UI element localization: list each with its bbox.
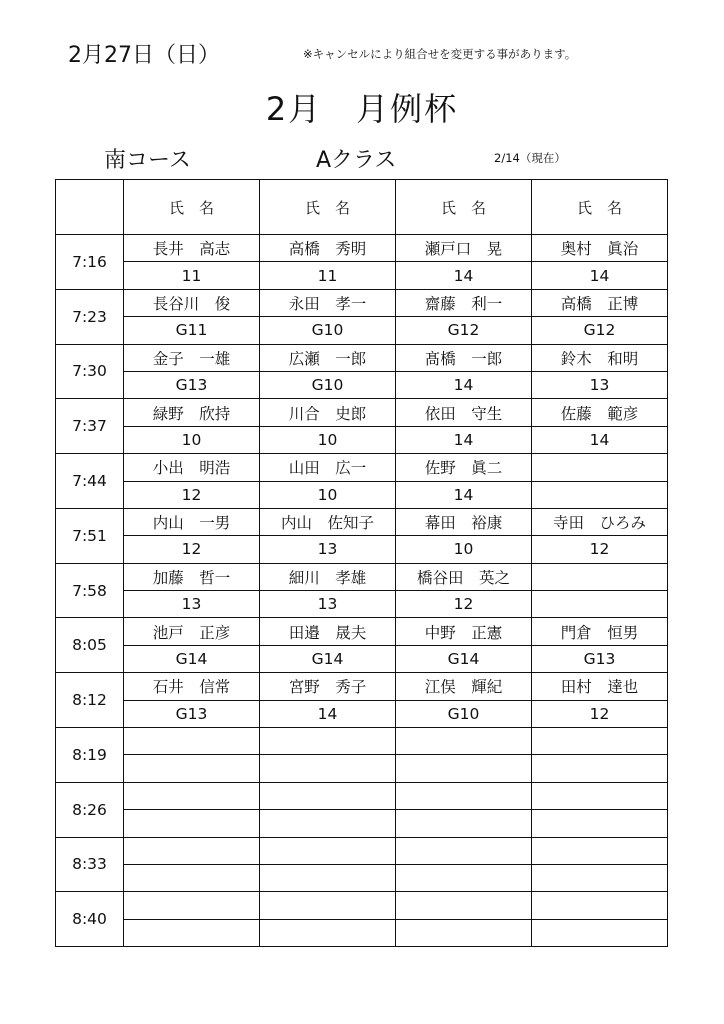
player-name: 長谷川 俊 [124,289,260,316]
player-name [260,837,396,864]
player-name [396,728,532,755]
tee-time: 7:51 [56,508,124,563]
player-handicap: 12 [532,700,668,727]
player-name: 永田 孝一 [260,289,396,316]
player-handicap: 11 [124,262,260,289]
player-handicap [532,755,668,782]
group-handicap-row [56,371,668,398]
name-header: 氏 名 [124,180,260,235]
tee-time: 8:33 [56,837,124,892]
player-handicap: G13 [124,700,260,727]
tee-time: 7:37 [56,399,124,454]
player-handicap: 14 [396,371,532,398]
player-name: 瀬戸口 晃 [396,235,532,262]
tee-time: 8:05 [56,618,124,673]
player-name: 田村 達也 [532,673,668,700]
event-date: 2月27日（日） [68,43,220,68]
player-name: 山田 広一 [260,454,396,481]
player-handicap: 13 [124,591,260,618]
player-name: 長井 高志 [124,235,260,262]
group-name-row [56,563,668,590]
player-handicap: 12 [124,481,260,508]
group-name-row [56,837,668,864]
player-handicap [532,864,668,891]
group-name-row [56,782,668,809]
player-handicap: G10 [396,700,532,727]
player-name: 高橋 秀明 [260,235,396,262]
player-handicap: G12 [532,317,668,344]
player-name [396,782,532,809]
player-handicap [260,864,396,891]
player-handicap: G10 [260,317,396,344]
player-handicap: 14 [396,262,532,289]
tee-time: 8:12 [56,673,124,728]
player-name: 高橋 正博 [532,289,668,316]
cancellation-notice: ※キャンセルにより組合せを変更する事があります。 [303,47,577,61]
tee-time: 7:23 [56,289,124,344]
player-handicap: G11 [124,317,260,344]
player-handicap: 13 [260,536,396,563]
group-name-row [56,508,668,535]
player-name [532,892,668,919]
player-name: 緑野 欣持 [124,399,260,426]
player-name: 田邉 晟夫 [260,618,396,645]
player-handicap: 14 [532,262,668,289]
group-handicap-row [56,591,668,618]
player-handicap [124,919,260,946]
group-name-row [56,399,668,426]
player-handicap [396,755,532,782]
player-handicap: G13 [124,371,260,398]
player-name [532,728,668,755]
player-name [532,454,668,481]
group-handicap-row [56,919,668,946]
page-title: 2月 月例杯 [265,90,459,128]
player-handicap [260,810,396,837]
group-handicap-row [56,317,668,344]
player-name: 幕田 裕康 [396,508,532,535]
group-name-row [56,673,668,700]
player-handicap: 14 [260,700,396,727]
player-handicap: 12 [124,536,260,563]
group-name-row [56,728,668,755]
group-name-row [56,235,668,262]
group-name-row [56,892,668,919]
group-name-row [56,289,668,316]
name-header: 氏 名 [260,180,396,235]
player-handicap: 12 [396,591,532,618]
group-handicap-row [56,755,668,782]
player-name: 門倉 恒男 [532,618,668,645]
class-name: Aクラス [316,148,397,173]
name-header: 氏 名 [396,180,532,235]
player-name [532,563,668,590]
tee-time: 7:30 [56,344,124,399]
player-handicap: 10 [396,536,532,563]
player-handicap [396,810,532,837]
player-handicap: 14 [532,426,668,453]
tee-time-table-body [56,180,668,947]
group-handicap-row [56,536,668,563]
player-handicap: 10 [260,481,396,508]
name-header: 氏 名 [532,180,668,235]
player-handicap: 10 [260,426,396,453]
player-name: 依田 守生 [396,399,532,426]
player-name: 奥村 眞治 [532,235,668,262]
group-handicap-row [56,481,668,508]
player-handicap: 13 [260,591,396,618]
group-handicap-row [56,864,668,891]
group-name-row [56,454,668,481]
group-name-row [56,618,668,645]
course-name: 南コース [104,148,191,173]
player-handicap [124,864,260,891]
player-name: 細川 孝雄 [260,563,396,590]
player-name: 髙橋 一郎 [396,344,532,371]
player-handicap [396,919,532,946]
player-name [124,728,260,755]
player-name [532,782,668,809]
player-handicap: G14 [396,645,532,672]
as-of-date: 2/14（現在） [494,151,566,165]
group-handicap-row [56,700,668,727]
player-name: 川合 史郎 [260,399,396,426]
player-name [260,782,396,809]
tee-time: 8:19 [56,728,124,783]
player-handicap: 12 [532,536,668,563]
tee-time: 7:16 [56,235,124,290]
player-name [532,837,668,864]
player-name: 内山 一男 [124,508,260,535]
player-name: 金子 一雄 [124,344,260,371]
tee-time: 8:26 [56,782,124,837]
player-handicap [532,810,668,837]
player-name [260,892,396,919]
header-corner-cell [56,180,124,235]
player-name: 佐藤 範彦 [532,399,668,426]
player-handicap: G10 [260,371,396,398]
group-handicap-row [56,810,668,837]
player-handicap: G14 [124,645,260,672]
group-handicap-row [56,262,668,289]
player-handicap: 14 [396,481,532,508]
player-handicap: 13 [532,371,668,398]
player-handicap: 14 [396,426,532,453]
tee-time: 7:58 [56,563,124,618]
player-name: 加藤 哲一 [124,563,260,590]
player-handicap: G14 [260,645,396,672]
player-handicap [124,755,260,782]
player-handicap [260,755,396,782]
player-name: 橋谷田 英之 [396,563,532,590]
player-handicap [260,919,396,946]
player-name: 広瀬 一郎 [260,344,396,371]
player-handicap [532,591,668,618]
player-name: 江俣 輝紀 [396,673,532,700]
player-handicap [124,810,260,837]
player-name: 佐野 眞二 [396,454,532,481]
player-name: 小出 明浩 [124,454,260,481]
group-handicap-row [56,645,668,672]
player-name: 石井 信常 [124,673,260,700]
player-name [124,782,260,809]
player-handicap: G13 [532,645,668,672]
player-name [396,837,532,864]
player-name [260,728,396,755]
group-name-row [56,344,668,371]
player-handicap [532,919,668,946]
player-handicap: G12 [396,317,532,344]
player-name [124,837,260,864]
player-name: 内山 佐知子 [260,508,396,535]
player-name: 齋藤 利一 [396,289,532,316]
tee-time: 7:44 [56,454,124,509]
player-handicap: 10 [124,426,260,453]
player-name: 鈴木 和明 [532,344,668,371]
player-name: 中野 正憲 [396,618,532,645]
player-handicap [532,481,668,508]
player-name: 寺田 ひろみ [532,508,668,535]
player-name: 宮野 秀子 [260,673,396,700]
player-handicap [396,864,532,891]
tee-time-table [55,179,668,947]
player-name: 池戸 正彦 [124,618,260,645]
group-handicap-row [56,426,668,453]
player-name [124,892,260,919]
player-handicap: 11 [260,262,396,289]
tee-time: 8:40 [56,892,124,947]
table-header-row [56,180,668,235]
player-name [396,892,532,919]
